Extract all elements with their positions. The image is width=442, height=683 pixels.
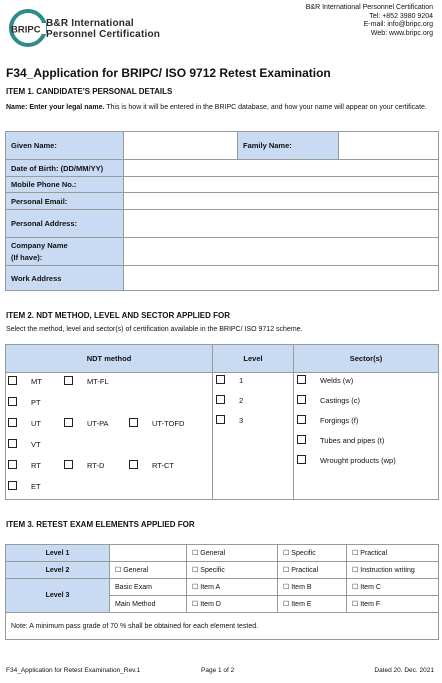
checkbox-icon[interactable] bbox=[297, 435, 306, 444]
item1-heading: ITEM 1. CANDIDATE'S PERSONAL DETAILS bbox=[6, 87, 173, 96]
item-e[interactable]: ☐ Item E bbox=[278, 596, 347, 613]
l2-specific[interactable]: ☐ Specific bbox=[187, 562, 278, 579]
sector-tubes-pipes[interactable]: Tubes and pipes (t) bbox=[297, 435, 384, 445]
work-address-field[interactable] bbox=[124, 266, 439, 291]
pass-grade-note: Note: A minimum pass grade of 70 % shall be obtained for each element tested. bbox=[6, 613, 439, 640]
level-2-label: Level 2 bbox=[6, 562, 110, 579]
checkbox-icon[interactable] bbox=[216, 395, 225, 404]
method-rt-ct[interactable]: RT-CT bbox=[129, 460, 174, 470]
checkbox-icon[interactable]: ☐ bbox=[115, 567, 122, 574]
org-email: E-mail: info@bripc.org bbox=[363, 21, 433, 28]
checkbox-icon[interactable]: ☐ bbox=[192, 567, 199, 574]
checkbox-icon[interactable]: ☐ bbox=[283, 584, 290, 591]
footer-page: Page 1 of 2 bbox=[201, 667, 235, 674]
checkbox-icon[interactable] bbox=[8, 397, 17, 406]
checkbox-icon[interactable]: ☐ bbox=[192, 601, 199, 608]
level-1-option[interactable]: 1 bbox=[216, 375, 243, 385]
sector-castings[interactable]: Castings (c) bbox=[297, 395, 360, 405]
logo-line2: Personnel Certification bbox=[46, 29, 161, 40]
org-contact bbox=[306, 4, 433, 38]
checkbox-icon[interactable] bbox=[8, 418, 17, 427]
method-ut-pa[interactable]: UT-PA bbox=[64, 418, 109, 428]
checkbox-icon[interactable]: ☐ bbox=[283, 550, 290, 557]
checkbox-icon[interactable] bbox=[129, 418, 138, 427]
svg-text:BRIPC: BRIPC bbox=[11, 24, 41, 36]
work-address-label: Work Address bbox=[6, 266, 124, 291]
item-a[interactable]: ☐ Item A bbox=[187, 579, 278, 596]
checkbox-icon[interactable] bbox=[297, 395, 306, 404]
checkbox-icon[interactable] bbox=[8, 439, 17, 448]
mobile-label: Mobile Phone No.: bbox=[6, 177, 124, 193]
ndt-method-header: NDT method bbox=[6, 345, 213, 373]
dob-field[interactable] bbox=[124, 160, 439, 177]
l2-practical[interactable]: ☐ Practical bbox=[278, 562, 347, 579]
bripc-logo bbox=[8, 8, 168, 48]
family-name-field[interactable] bbox=[339, 132, 439, 160]
company-label: Company Name (If have): bbox=[6, 238, 124, 266]
checkbox-icon[interactable]: ☐ bbox=[283, 567, 290, 574]
company-field[interactable] bbox=[124, 238, 439, 266]
personal-details-table bbox=[5, 131, 439, 291]
method-ut[interactable]: UT bbox=[8, 418, 41, 428]
item-f[interactable]: ☐ Item F bbox=[347, 596, 439, 613]
method-mt[interactable]: MT bbox=[8, 376, 42, 386]
sector-forgings[interactable]: Forgings (f) bbox=[297, 415, 358, 425]
address-field[interactable] bbox=[124, 210, 439, 238]
method-rt-d[interactable]: RT-D bbox=[64, 460, 104, 470]
retest-elements-table bbox=[5, 544, 439, 640]
item-b[interactable]: ☐ Item B bbox=[278, 579, 347, 596]
checkbox-icon[interactable] bbox=[297, 375, 306, 384]
checkbox-icon[interactable]: ☐ bbox=[192, 550, 199, 557]
given-name-field[interactable] bbox=[124, 132, 238, 160]
dob-label: Date of Birth: (DD/MM/YY) bbox=[6, 160, 124, 177]
checkbox-icon[interactable] bbox=[216, 415, 225, 424]
org-web: Web: www.bripc.org bbox=[370, 29, 433, 37]
main-method-label: Main Method bbox=[110, 596, 187, 613]
checkbox-icon[interactable] bbox=[129, 460, 138, 469]
checkbox-icon[interactable] bbox=[64, 376, 73, 385]
checkbox-icon[interactable] bbox=[8, 481, 17, 490]
org-tel: Tel: +852 3980 9204 bbox=[369, 12, 433, 20]
checkbox-icon[interactable] bbox=[297, 415, 306, 424]
checkbox-icon[interactable]: ☐ bbox=[352, 550, 359, 557]
sector-welds[interactable]: Welds (w) bbox=[297, 375, 353, 385]
method-ut-tofd[interactable]: UT-TOFD bbox=[129, 418, 184, 428]
checkbox-icon[interactable]: ☐ bbox=[283, 601, 290, 608]
checkbox-icon[interactable] bbox=[64, 460, 73, 469]
checkbox-icon[interactable] bbox=[8, 460, 17, 469]
level-header: Level bbox=[213, 345, 294, 373]
item3-heading: ITEM 3. RETEST EXAM ELEMENTS APPLIED FOR bbox=[6, 520, 195, 529]
given-name-label: Given Name: bbox=[6, 132, 124, 160]
method-et[interactable]: ET bbox=[8, 481, 41, 491]
checkbox-icon[interactable]: ☐ bbox=[192, 584, 199, 591]
checkbox-icon[interactable]: ☐ bbox=[352, 567, 359, 574]
mobile-field[interactable] bbox=[124, 177, 439, 193]
checkbox-icon[interactable] bbox=[8, 376, 17, 385]
method-mt-fl[interactable]: MT-FL bbox=[64, 376, 109, 386]
checkbox-icon[interactable] bbox=[64, 418, 73, 427]
item-d[interactable]: ☐ Item D bbox=[187, 596, 278, 613]
checkbox-icon[interactable] bbox=[216, 375, 225, 384]
basic-exam-label: Basic Exam bbox=[110, 579, 187, 596]
checkbox-icon[interactable] bbox=[297, 455, 306, 464]
checkbox-icon[interactable]: ☐ bbox=[352, 584, 359, 591]
l1-specific[interactable]: ☐ Specific bbox=[278, 545, 347, 562]
logo-ring-icon bbox=[8, 8, 48, 48]
level-2-option[interactable]: 2 bbox=[216, 395, 243, 405]
sector-header: Sector(s) bbox=[294, 345, 439, 373]
item1-note: Name: Enter your legal name. This is how it will be entered in the BRIPC database, and how your name will appear on your certificate. bbox=[6, 104, 427, 111]
family-name-label: Family Name: bbox=[238, 132, 339, 160]
footer-doc-id: F34_Application for Retest Examination_Rev.1 bbox=[6, 667, 141, 674]
address-label: Personal Address: bbox=[6, 210, 124, 238]
logo-line1: B&R International bbox=[46, 18, 134, 29]
email-label: Personal Email: bbox=[6, 193, 124, 210]
level-3-option[interactable]: 3 bbox=[216, 415, 243, 425]
level-3-label: Level 3 bbox=[6, 579, 110, 613]
email-field[interactable] bbox=[124, 193, 439, 210]
method-rt[interactable]: RT bbox=[8, 460, 41, 470]
sector-wrought[interactable]: Wrought products (wp) bbox=[297, 455, 396, 465]
l2-general[interactable]: ☐ General bbox=[110, 562, 187, 579]
method-vt[interactable]: VT bbox=[8, 439, 41, 449]
l1-general[interactable]: ☐ General bbox=[187, 545, 278, 562]
method-pt[interactable]: PT bbox=[8, 397, 41, 407]
item-c[interactable]: ☐ Item C bbox=[347, 579, 439, 596]
item2-heading: ITEM 2. NDT METHOD, LEVEL AND SECTOR APPLIED FOR bbox=[6, 311, 231, 320]
item2-note: Select the method, level and sector(s) of certification available in the BRIPC/ ISO 9712 scheme. bbox=[6, 326, 303, 333]
checkbox-icon[interactable]: ☐ bbox=[352, 601, 359, 608]
l1-practical[interactable]: ☐ Practical bbox=[347, 545, 439, 562]
org-name: B&R International Personnel Certification bbox=[305, 4, 433, 11]
form-title: F34_Application for BRIPC/ ISO 9712 Retest Examination bbox=[6, 66, 331, 80]
level-1-label: Level 1 bbox=[6, 545, 110, 562]
footer-date: Dated 20. Dec. 2021 bbox=[374, 667, 434, 674]
l2-instruction[interactable]: ☐ Instruction writing bbox=[347, 562, 439, 579]
